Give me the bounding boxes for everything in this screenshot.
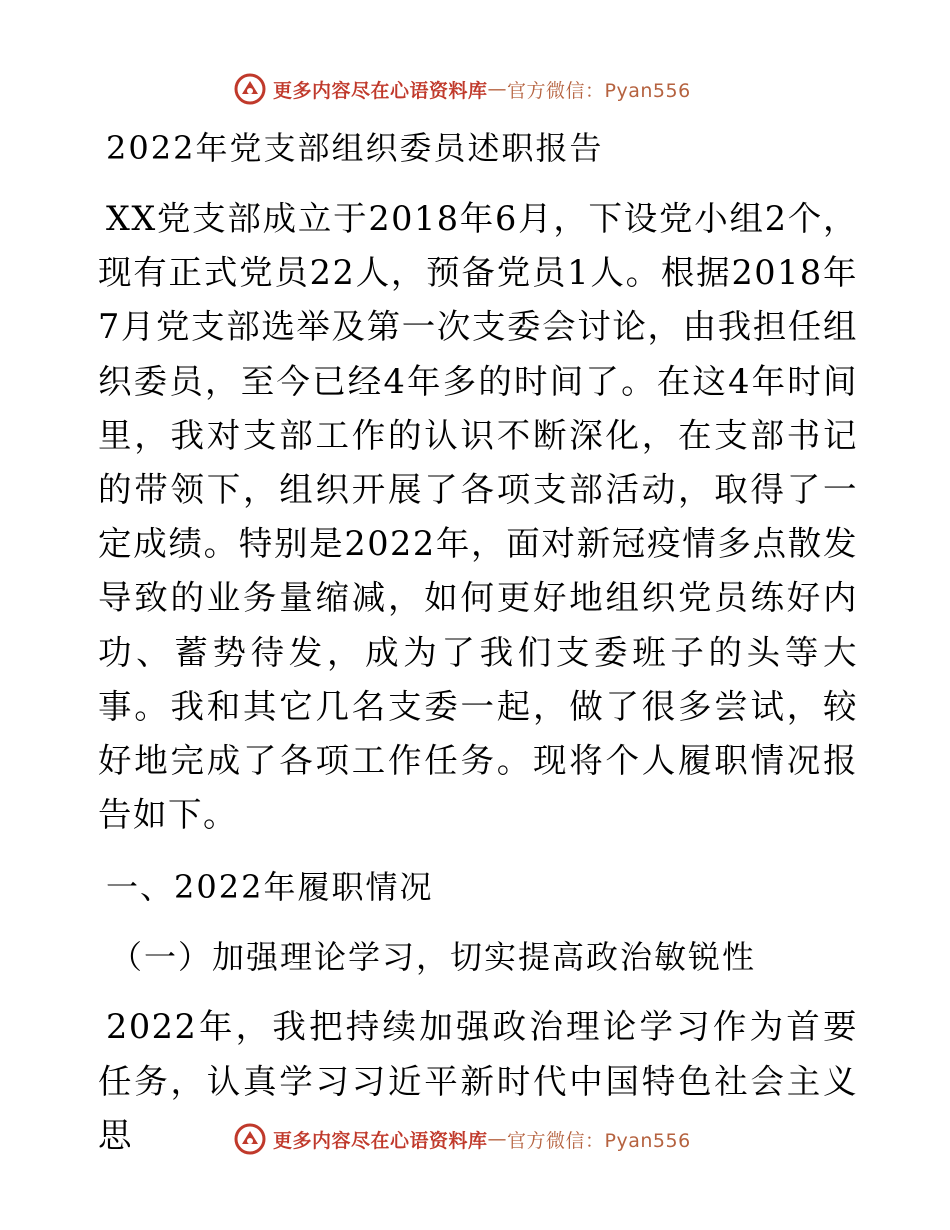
watermark-separator: —: [487, 1128, 508, 1150]
watermark-sub-text: 官方微信：Pyan556: [507, 79, 691, 102]
header-watermark: [233, 72, 691, 106]
intro-paragraph: XX党支部成立于2018年6月，下设党小组2个，现有正式党员22人，预备党员1人。根据2018年7月党支部选举及第一次支委会讨论，由我担任组织委员，至今已经4年多的时间了。在这4年时间里，我对支部工作的认识不断深化，在支部书记的带领下，组织开展了各项支部活动，取得了一定成绩。特别是2022年，面对新冠疫情多点散发导致的业务量缩减，如何更好地组织党员练好内功、蓄势待发，成为了我们支委班子的头等大事。我和其它几名支委一起，做了很多尝试，较好地完成了各项工作任务。现将个人履职情况报告如下。: [98, 199, 858, 835]
section-heading: 一、2022年履职情况: [106, 868, 434, 907]
watermark-main-text: 更多内容尽在心语资料库: [273, 1129, 488, 1152]
watermark-logo-icon: [233, 1122, 267, 1156]
watermark-main-text: 更多内容尽在心语资料库: [273, 79, 488, 102]
document-title: 2022年党支部组织委员述职报告: [106, 129, 604, 167]
watermark-sub-text: 官方微信：Pyan556: [507, 1129, 691, 1152]
subsection-heading: （一）加强理论学习，切实提高政治敏锐性: [110, 938, 757, 977]
watermark-separator: —: [487, 78, 508, 100]
footer-watermark: [233, 1122, 691, 1156]
study-paragraph: 2022年，我把持续加强政治理论学习作为首要任务，认真学习习近平新时代中国特色社会主义思: [98, 1007, 858, 1155]
watermark-logo-icon: [233, 72, 267, 106]
document-body: [98, 122, 858, 1163]
